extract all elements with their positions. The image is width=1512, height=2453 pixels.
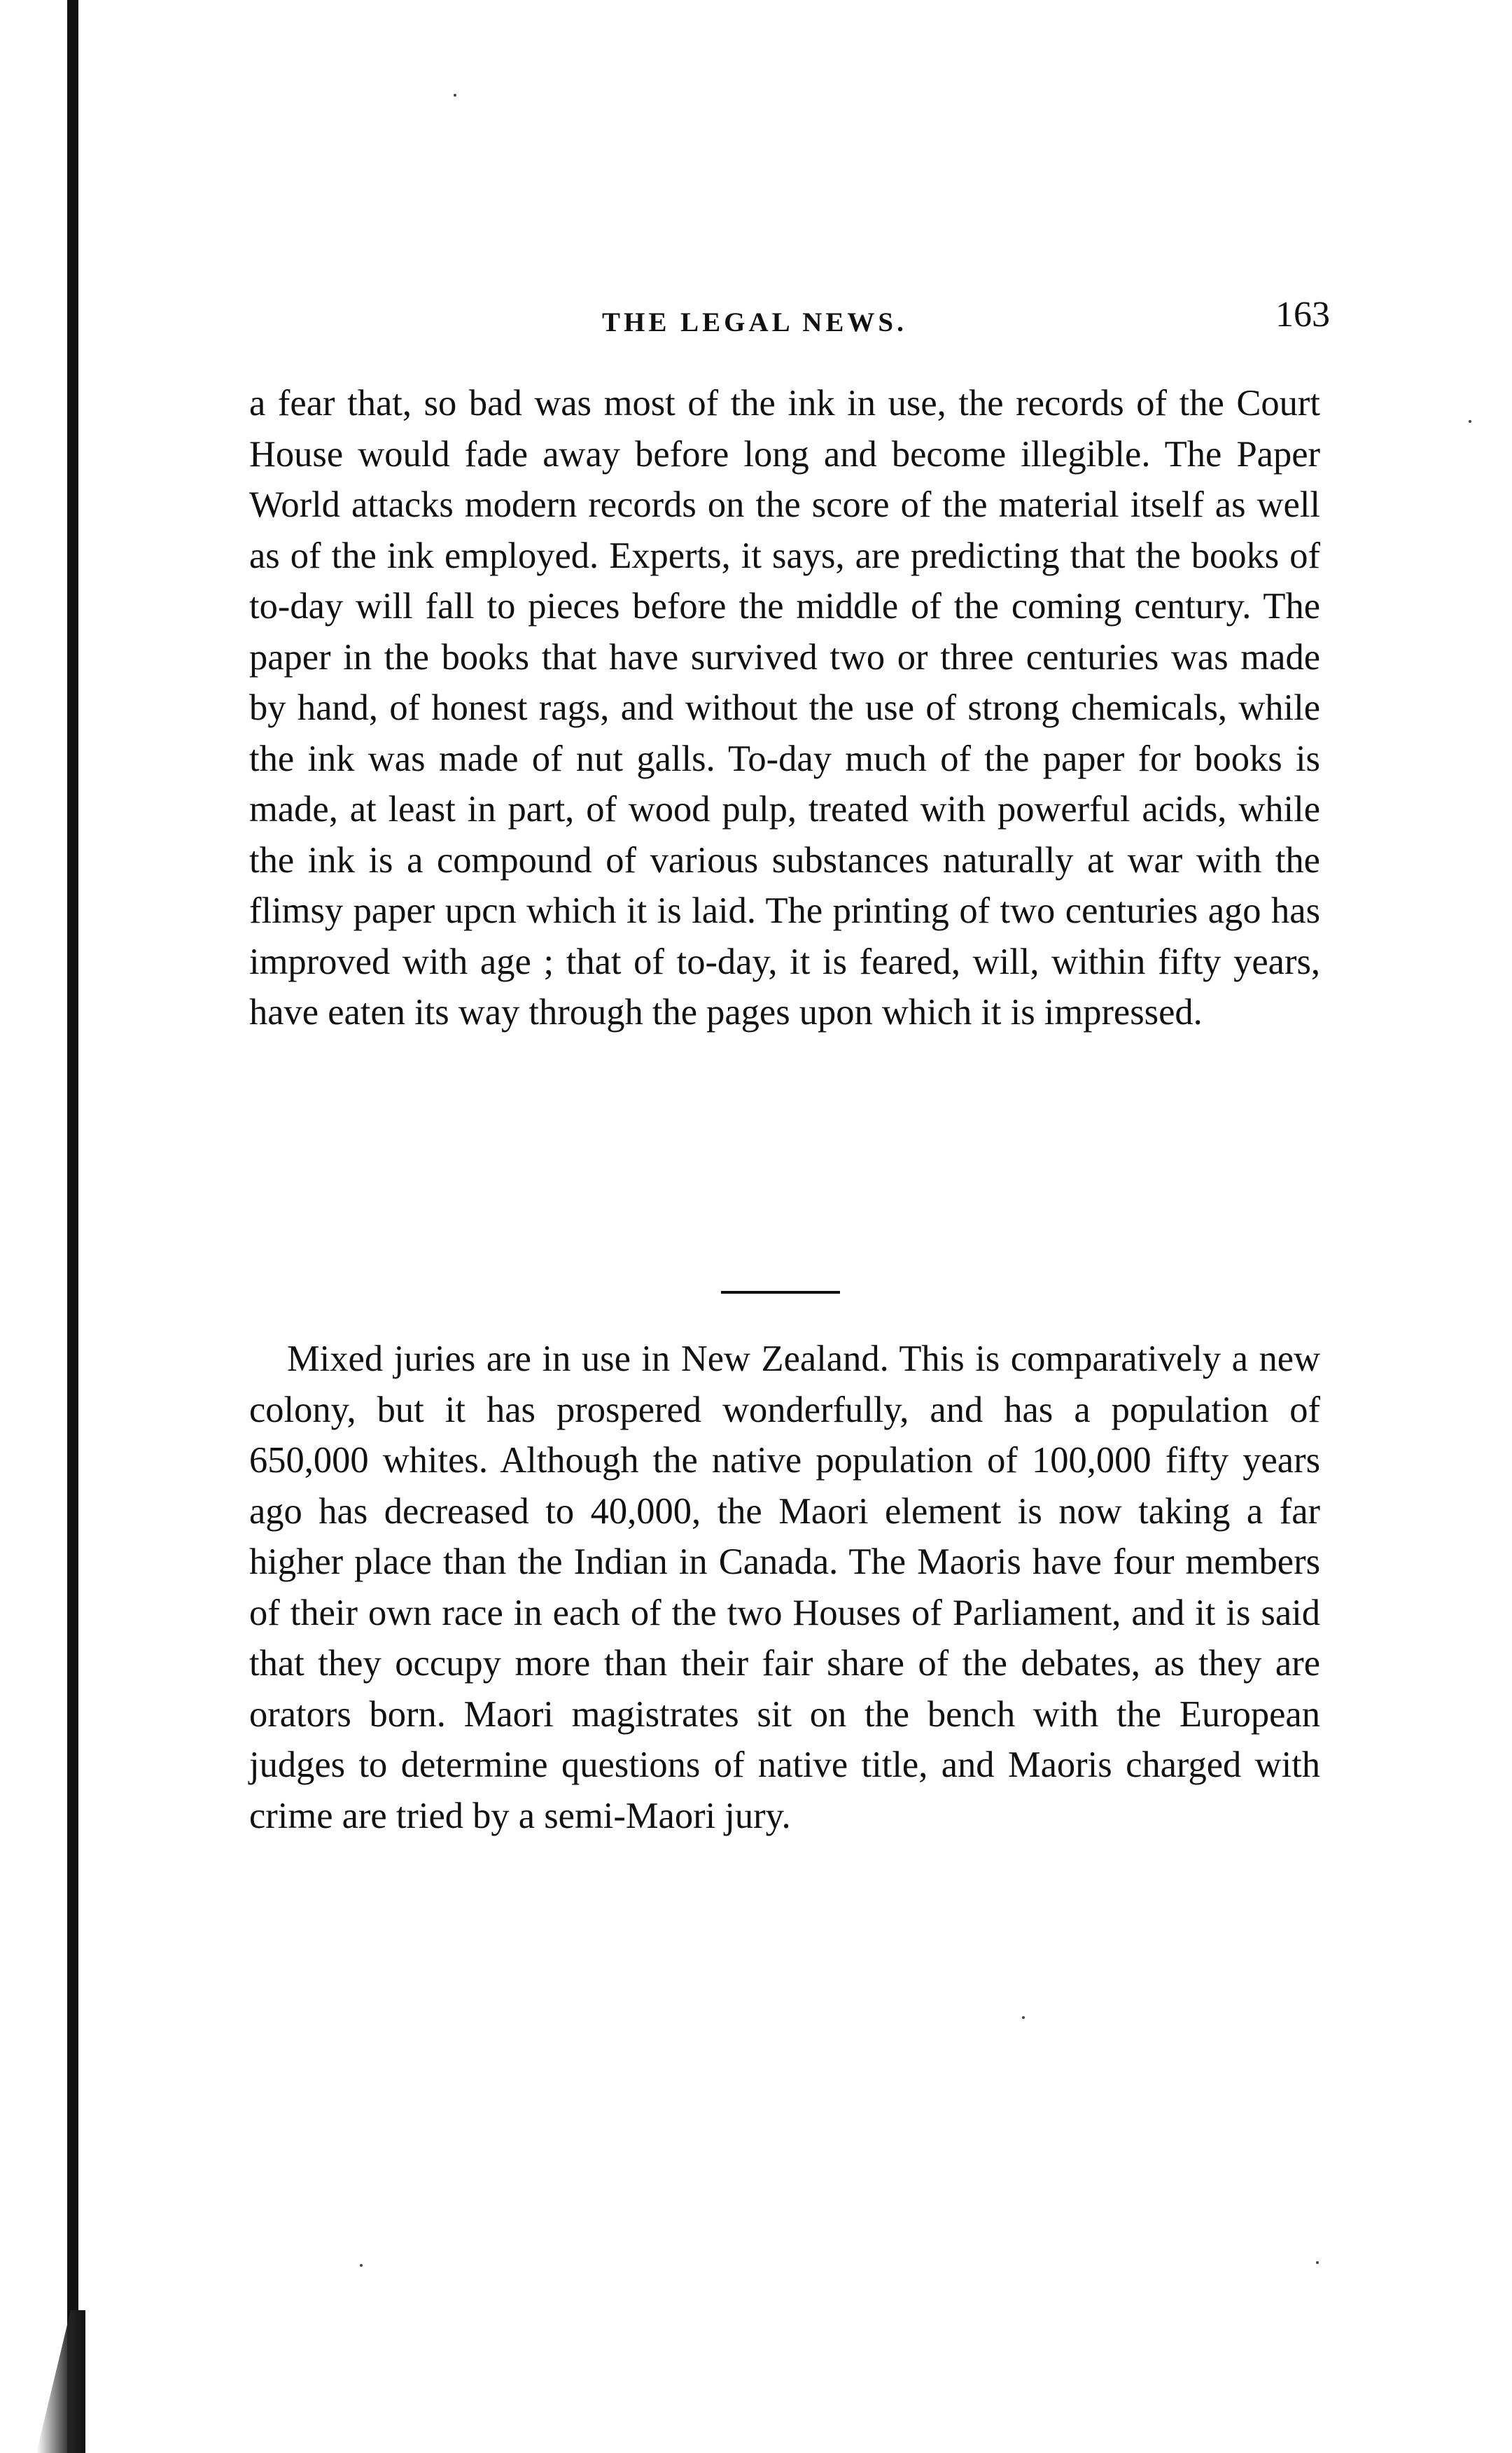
scan-speck	[1316, 2261, 1319, 2264]
section-divider	[721, 1291, 840, 1294]
paragraph: a fear that, so bad was most of the ink in use, the records of the Court House would fade away before long and become illegible. The Paper World attacks modern records on the score of the material itself as well as of the ink employed. Experts, it says, are predicting that the books of to-day will fall to pieces before the middle of the coming century. The paper in the books that have survived two or three centuries was made by hand, of honest rags, and without the use of strong chemicals, while the ink was made of nut galls. To-day much of the paper for books is made, at least in part, of wood pulp, treated with powerful acids, while the ink is a compound of various substances naturally at war with the flimsy paper upcn which it is laid. The printing of two centuries ago has improved with age ; that of to-day, it is feared, will, within fifty years, have eaten its way through the pages upon which it is impressed.	[249, 383, 1320, 1033]
article-new-zealand-juries	[249, 1334, 1320, 1841]
page-number: 163	[1275, 295, 1330, 335]
article-continuation	[249, 378, 1320, 1038]
paragraph: Mixed juries are in use in New Zealand. This is comparatively a new colony, but it has prospered wonderfully, and has a population of 650,000 whites. Although the native population of 100,000 fifty years ago has decreased to 40,000, the Maori element is now taking a far higher place than the Indian in Canada. The Maoris have four members of their own race in each of the two Houses of Parliament, and it is said that they occupy more than their fair share of the debates, as they are orators born. Maori magistrates sit on the bench with the European judges to determine questions of native title, and Maoris charged with crime are tried by a semi-Maori jury.	[249, 1339, 1320, 1836]
scan-speck	[360, 2264, 363, 2267]
scan-speck	[1469, 420, 1471, 423]
scan-speck	[454, 94, 456, 97]
binding-edge-shadow	[67, 0, 78, 2453]
running-head	[252, 294, 1330, 350]
binding-edge-foot-shadow	[36, 2310, 85, 2453]
running-title: THE LEGAL NEWS.	[602, 307, 907, 337]
scan-speck	[1022, 2016, 1025, 2019]
